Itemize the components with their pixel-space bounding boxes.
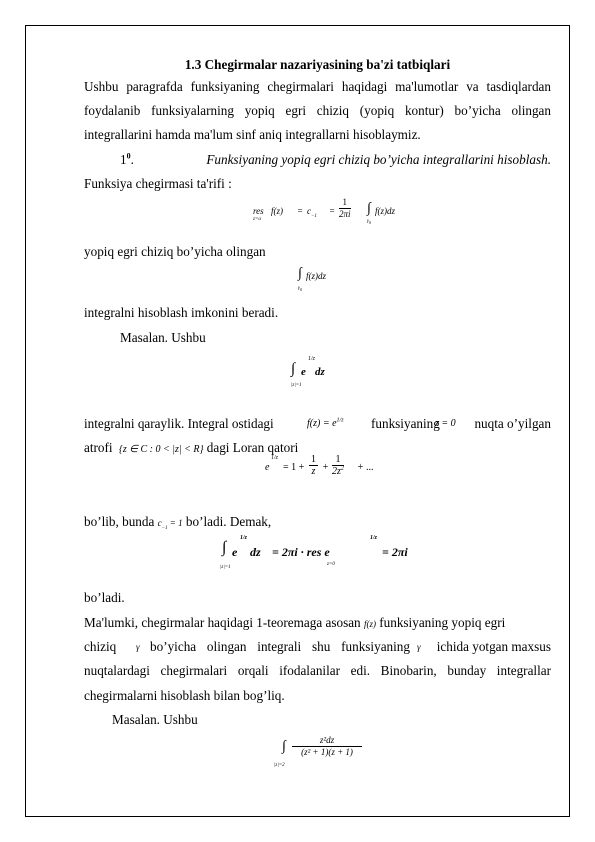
paragraph-line [84, 639, 551, 655]
res-operator: res z=a [253, 206, 264, 222]
gamma0: $\gamma_0$ [298, 286, 303, 292]
integral-sign: ∫ [222, 539, 227, 556]
laurent-series [265, 454, 395, 484]
integral-sign: ∫ [298, 266, 302, 281]
exponent: 1/z [370, 535, 378, 541]
res-sub: z=0 [327, 562, 335, 567]
gamma0: $\gamma_0$ [367, 219, 372, 225]
paragraph-line: nuqtalardagi chegirmalari orqali ifodalanilar edi. Binobarin, bunday integrallar [84, 663, 551, 678]
residue-formula [253, 197, 443, 227]
result-formula [222, 535, 452, 575]
text: = 1 + [283, 462, 305, 473]
item-number: $1^0$. [120, 151, 134, 167]
exp-base: e [265, 462, 270, 473]
text: integralni qaraylik. Integral ostidagi [84, 416, 274, 431]
f-definition: $f(z) = e^{1/z}$ [307, 417, 344, 429]
dz: dz [315, 366, 325, 378]
c-minus-one: $c_{-1}$ [307, 206, 317, 219]
paragraph-line [84, 615, 551, 632]
text: Ma'lumki, chegirmalar haqidagi 1-teoremaga asosan [84, 615, 361, 630]
text: funksiyaning yopiq egri [379, 615, 506, 630]
exp-base: e [301, 366, 306, 378]
text: bo’yicha olingan integrali shu funksiyaning [150, 639, 410, 654]
gamma: γ [136, 642, 140, 652]
exponent: 1/z [240, 535, 248, 541]
dots: + ... [357, 462, 374, 473]
f-of-z: f(z) [363, 619, 376, 629]
contour-integral [298, 266, 358, 296]
integrand-fraction: $\frac{\text{z²dz}}{\text{(z² + 1)(z + 1)}}$ [292, 735, 362, 758]
res-expression: = 2πi · res e [272, 545, 330, 559]
paragraph-line: Funksiya chegirmasi ta'rifi : [84, 176, 232, 191]
exponent: 1/z [271, 455, 279, 461]
contour-label: |z|=2 [274, 763, 285, 768]
integral-sign: ∫ [291, 361, 296, 377]
text: chiziq [84, 639, 117, 654]
section-heading: 1.3 Chegirmalar nazariyasining ba'zi tatbiqlari [184, 57, 451, 72]
example-label: Masalan. Ushbu [112, 712, 198, 727]
text: nuqta o’yilgan [474, 416, 551, 431]
text: ichida yotgan maxsus [436, 639, 551, 654]
text: bo’lib, bunda [84, 514, 155, 529]
paragraph-line [84, 514, 551, 531]
integral-sign: ∫ [282, 739, 286, 754]
dz: dz [250, 545, 261, 559]
item-title-line [120, 152, 551, 168]
contour-label: |z|=1 [220, 565, 231, 570]
integral-sign: ∫ [367, 201, 371, 216]
text: atrofi [84, 440, 113, 455]
item-title: Funksiyaning yopiq egri chiziq bo’yicha integrallarini hisoblash. [206, 152, 551, 167]
equals: = [297, 206, 304, 216]
paragraph-line: integrallarini hamda ma'lum sinf aniq integrallarni hisoblaymiz. [84, 127, 421, 142]
paragraph-line: yopiq egri chiziq bo’yicha olingan [84, 244, 266, 259]
paragraph-line: integralni hisoblash imkonini beradi. [84, 305, 279, 320]
f-of-z: f(z) [271, 206, 283, 216]
frac-1-over-z: $\frac{1}{z}$ [311, 454, 316, 477]
equals: = [329, 206, 336, 216]
integrand: f(z)dz [375, 206, 395, 216]
gamma: γ [417, 642, 421, 652]
contour-label: |z|=1 [291, 383, 302, 388]
paragraph-line [84, 416, 551, 432]
c-equals-one: $c_{-1} = 1$ [157, 518, 183, 531]
plus: + [322, 462, 329, 473]
paragraph-line: chegirmalarni hisoblash bilan bog’liq. [84, 688, 285, 703]
paragraph-line: Ushbu paragrafda funksiyaning chegirmalari haqidagi ma'lumotlar va tasdiqlardan [84, 79, 551, 94]
exponent: 1/z [308, 356, 316, 362]
paragraph-line: foydalanib funksiyalarning yopiq egri chiziq (yopiq kontur) bo’yicha olingan [84, 103, 551, 118]
example-integral [291, 355, 361, 391]
frac-1-over-2z2: $\frac{1}{2z^2}$ [332, 454, 344, 477]
paragraph-line: bo’ladi. [84, 590, 125, 605]
z-zero: z = 0 [435, 418, 456, 429]
text: bo’ladi. Demak, [185, 514, 272, 529]
annulus: {z ∈ C : 0 < |z| < R} [118, 444, 204, 455]
one-over-2pii: $\frac{1}{2\pi i}$ [339, 197, 351, 219]
text: funksiyaning [371, 416, 440, 431]
example2-integral [272, 733, 382, 773]
example-label: Masalan. Ushbu [120, 330, 206, 345]
integrand: f(z)dz [306, 271, 326, 281]
text: dagi Loran qatori [206, 440, 299, 455]
result: = 2πi [382, 545, 408, 559]
exp-base: e [232, 545, 238, 559]
